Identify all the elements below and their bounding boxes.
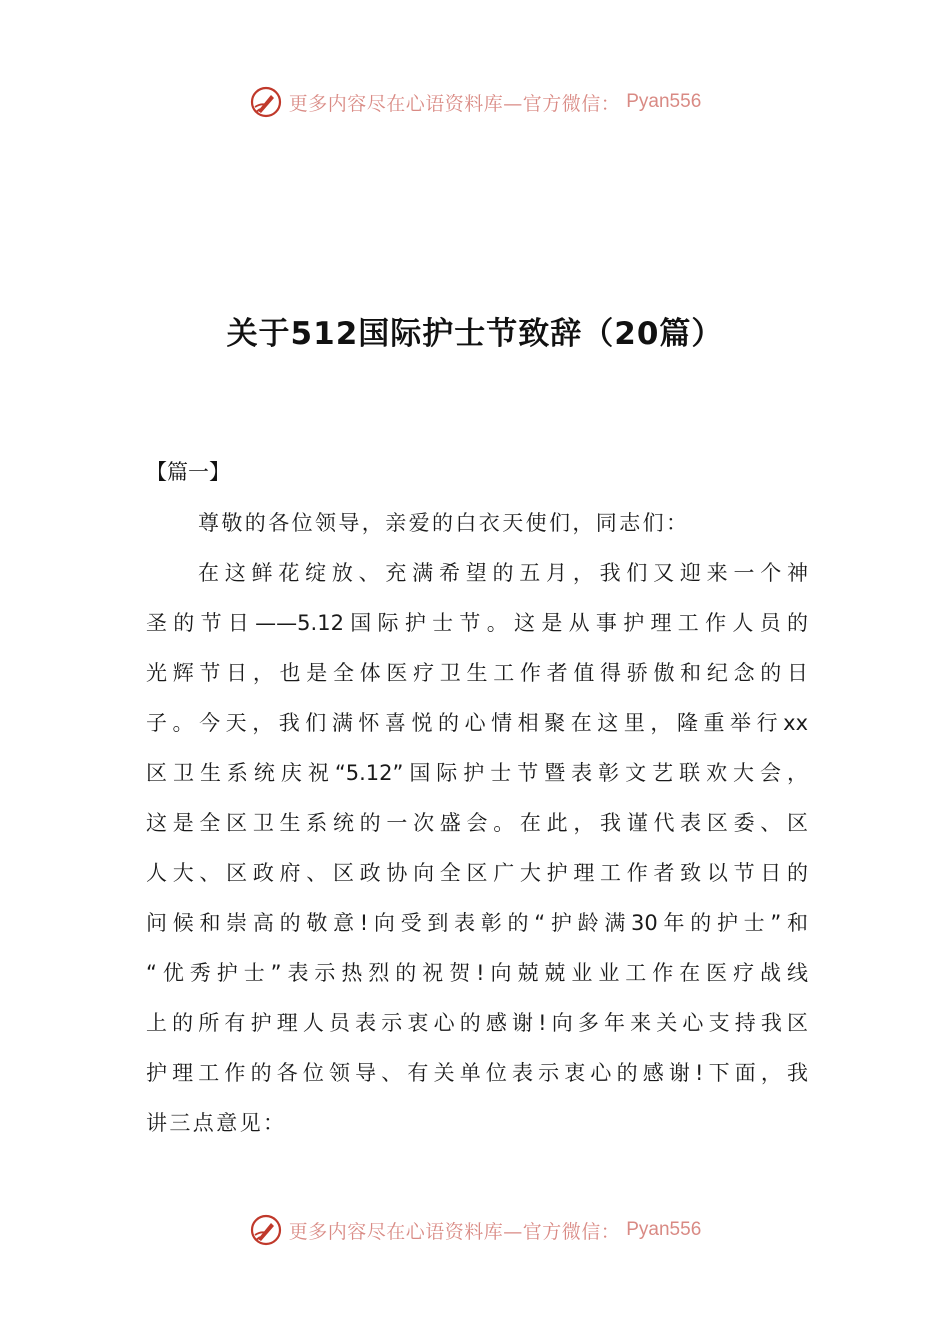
watermark-handle: Pyan556 (626, 1219, 702, 1240)
paragraph-line: 讲三点意见： (146, 1111, 287, 1135)
document-title: 关于512国际护士节致辞（20篇） (226, 316, 724, 352)
watermark-handle: Pyan556 (626, 91, 702, 112)
paragraph-line: “优秀护士”表示热烈的祝贺!向兢兢业业工作在医疗战线 (146, 961, 808, 985)
document-body (146, 498, 808, 1148)
watermark-text: 更多内容尽在心语资料库—官方微信： (288, 92, 621, 115)
paragraph-line: 在这鲜花绽放、充满希望的五月，我们又迎来一个神 (198, 561, 808, 585)
paragraph-line: 区卫生系统庆祝“5.12”国际护士节暨表彰文艺联欢大会， (146, 761, 808, 785)
header-watermark-banner (0, 80, 950, 124)
paragraph-line: 人大、区政府、区政协向全区广大护理工作者致以节日的 (146, 861, 808, 885)
section-label: 【篇一】 (146, 460, 230, 484)
paragraph-line: 圣的节日——5.12国际护士节。这是从事护理工作人员的 (146, 611, 808, 635)
paragraph-line: 光辉节日，也是全体医疗卫生工作者值得骄傲和纪念的日 (146, 661, 808, 685)
paragraph-line: 上的所有护理人员表示衷心的感谢!向多年来关心支持我区 (146, 1011, 808, 1035)
paragraph-line: 这是全区卫生系统的一次盛会。在此，我谨代表区委、区 (146, 811, 808, 835)
paragraph-line: 问候和崇高的敬意!向受到表彰的“护龄满30年的护士”和 (146, 911, 808, 935)
paragraph-line: 尊敬的各位领导，亲爱的白衣天使们，同志们： (198, 511, 690, 535)
pen-logo-icon (249, 85, 283, 119)
paragraph-line: 护理工作的各位领导、有关单位表示衷心的感谢!下面，我 (146, 1061, 808, 1085)
paragraph-line: 子。今天，我们满怀喜悦的心情相聚在这里，隆重举行xx (146, 711, 808, 735)
footer-watermark-banner (0, 1208, 950, 1252)
watermark-text: 更多内容尽在心语资料库—官方微信： (288, 1220, 621, 1243)
pen-logo-icon (249, 1213, 283, 1247)
